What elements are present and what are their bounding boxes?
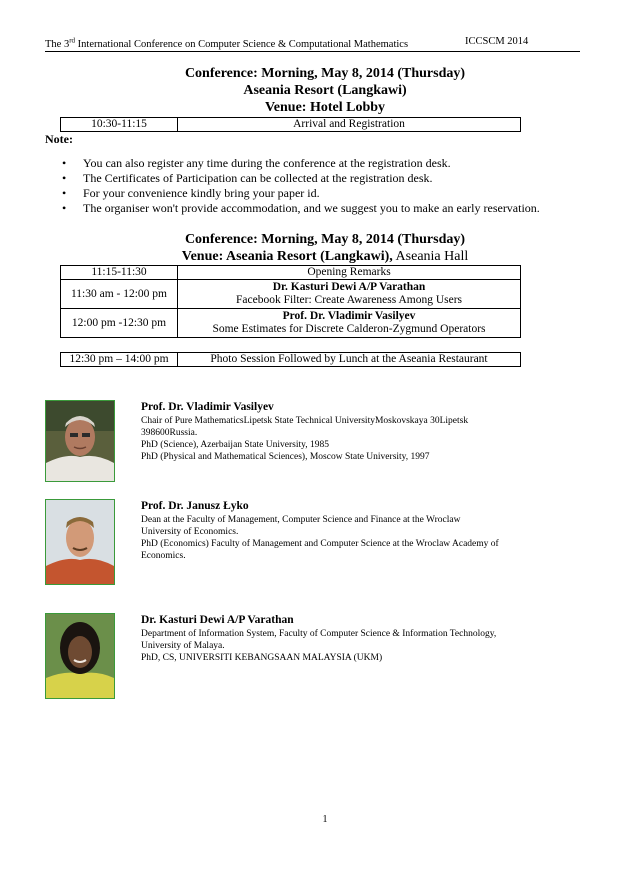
list-item: • The Certificates of Participation can be collected at the registration desk.: [45, 171, 540, 186]
section1-line3: Venue: Hotel Lobby: [264, 100, 386, 115]
activity-cell: Arrival and Registration: [178, 118, 521, 132]
speaker-name: Prof. Dr. Vladimir Vasilyev: [282, 310, 416, 322]
speaker-photo: [45, 400, 115, 482]
bio-line: Chair of Pure MathematicsLipetsk State Technical UniversityMoskovskaya 30Lipetsk 398600Russia.: [141, 416, 469, 438]
bio-line: PhD, CS, UNIVERSITI KEBANGSAAN MALAYSIA (UKM): [141, 653, 383, 663]
table-row: [61, 118, 521, 132]
bio-line: PhD (Science), Azerbaijan State University, 1985: [141, 440, 330, 450]
section1-line2: Aseania Resort (Langkawi): [243, 83, 407, 98]
bio-line: Department of Information System, Faculty of Computer Science & Information Technology, University of Malaya.: [141, 629, 497, 651]
list-item: • You can also register any time during the conference at the registration desk.: [45, 156, 540, 171]
time-cell: 10:30-11:15: [61, 118, 178, 132]
note-label: Note:: [45, 132, 73, 146]
section1-heading: [0, 65, 620, 116]
session-table: [60, 265, 521, 338]
portrait-vasilyev: [46, 401, 114, 481]
activity-cell: [178, 280, 521, 309]
time-cell: 11:30 am - 12:00 pm: [61, 280, 178, 309]
activity-cell: [178, 309, 521, 338]
bio-name: Prof. Dr. Vladimir Vasilyev: [141, 401, 274, 413]
conference-title: The 3rd International Conference on Computer Science & Computational Mathematics: [45, 36, 409, 50]
time-cell: 11:15-11:30: [61, 266, 178, 280]
lunch-table: [60, 352, 521, 367]
bio-line: PhD (Economics) Faculty of Management and Computer Science at the Wroclaw Academy of Economics.: [141, 539, 499, 561]
section2-heading: [0, 231, 620, 265]
conference-short-name: ICCSCM 2014: [465, 36, 529, 47]
time-cell: 12:00 pm -12:30 pm: [61, 309, 178, 338]
bio-text: [141, 499, 501, 562]
bio-text: [141, 613, 501, 664]
section2-line1: Conference: Morning, May 8, 2014 (Thursday): [184, 232, 466, 247]
portrait-lyko: [46, 500, 114, 584]
bio-text: [141, 400, 501, 463]
list-item: • For your convenience kindly bring your paper id.: [45, 186, 540, 201]
notes-list: [45, 156, 540, 216]
talk-title: Facebook Filter: Create Awareness Among Users: [235, 294, 463, 306]
speaker-photo: [45, 613, 115, 699]
section1-line1: Conference: Morning, May 8, 2014 (Thursday): [184, 66, 466, 81]
talk-title: Some Estimates for Discrete Calderon-Zygmund Operators: [212, 323, 486, 335]
bio-line: Dean at the Faculty of Management, Computer Science and Finance at the Wroclaw University of Economics.: [141, 515, 461, 537]
page-number: 1: [322, 814, 328, 825]
speaker-photo: [45, 499, 115, 585]
table-row: [61, 309, 521, 338]
speaker-name: Dr. Kasturi Dewi A/P Varathan: [272, 281, 426, 293]
time-cell: 12:30 pm – 14:00 pm: [61, 353, 178, 367]
portrait-varathan: [46, 614, 114, 698]
activity-cell: Opening Remarks: [178, 266, 521, 280]
registration-table: [60, 117, 521, 132]
section2-venue: Venue: Aseania Resort (Langkawi), Aseania Hall: [181, 249, 469, 264]
bio-name: Prof. Dr. Janusz Łyko: [141, 500, 249, 512]
table-row: [61, 280, 521, 309]
bio-line: PhD (Physical and Mathematical Sciences), Moscow State University, 1997: [141, 452, 430, 462]
list-item: • The organiser won't provide accommodation, and we suggest you to make an early reservation.: [45, 201, 540, 216]
running-header: [45, 36, 580, 52]
activity-cell: Photo Session Followed by Lunch at the Aseania Restaurant: [178, 353, 521, 367]
table-row: [61, 266, 521, 280]
table-row: [61, 353, 521, 367]
bio-name: Dr. Kasturi Dewi A/P Varathan: [141, 614, 294, 626]
